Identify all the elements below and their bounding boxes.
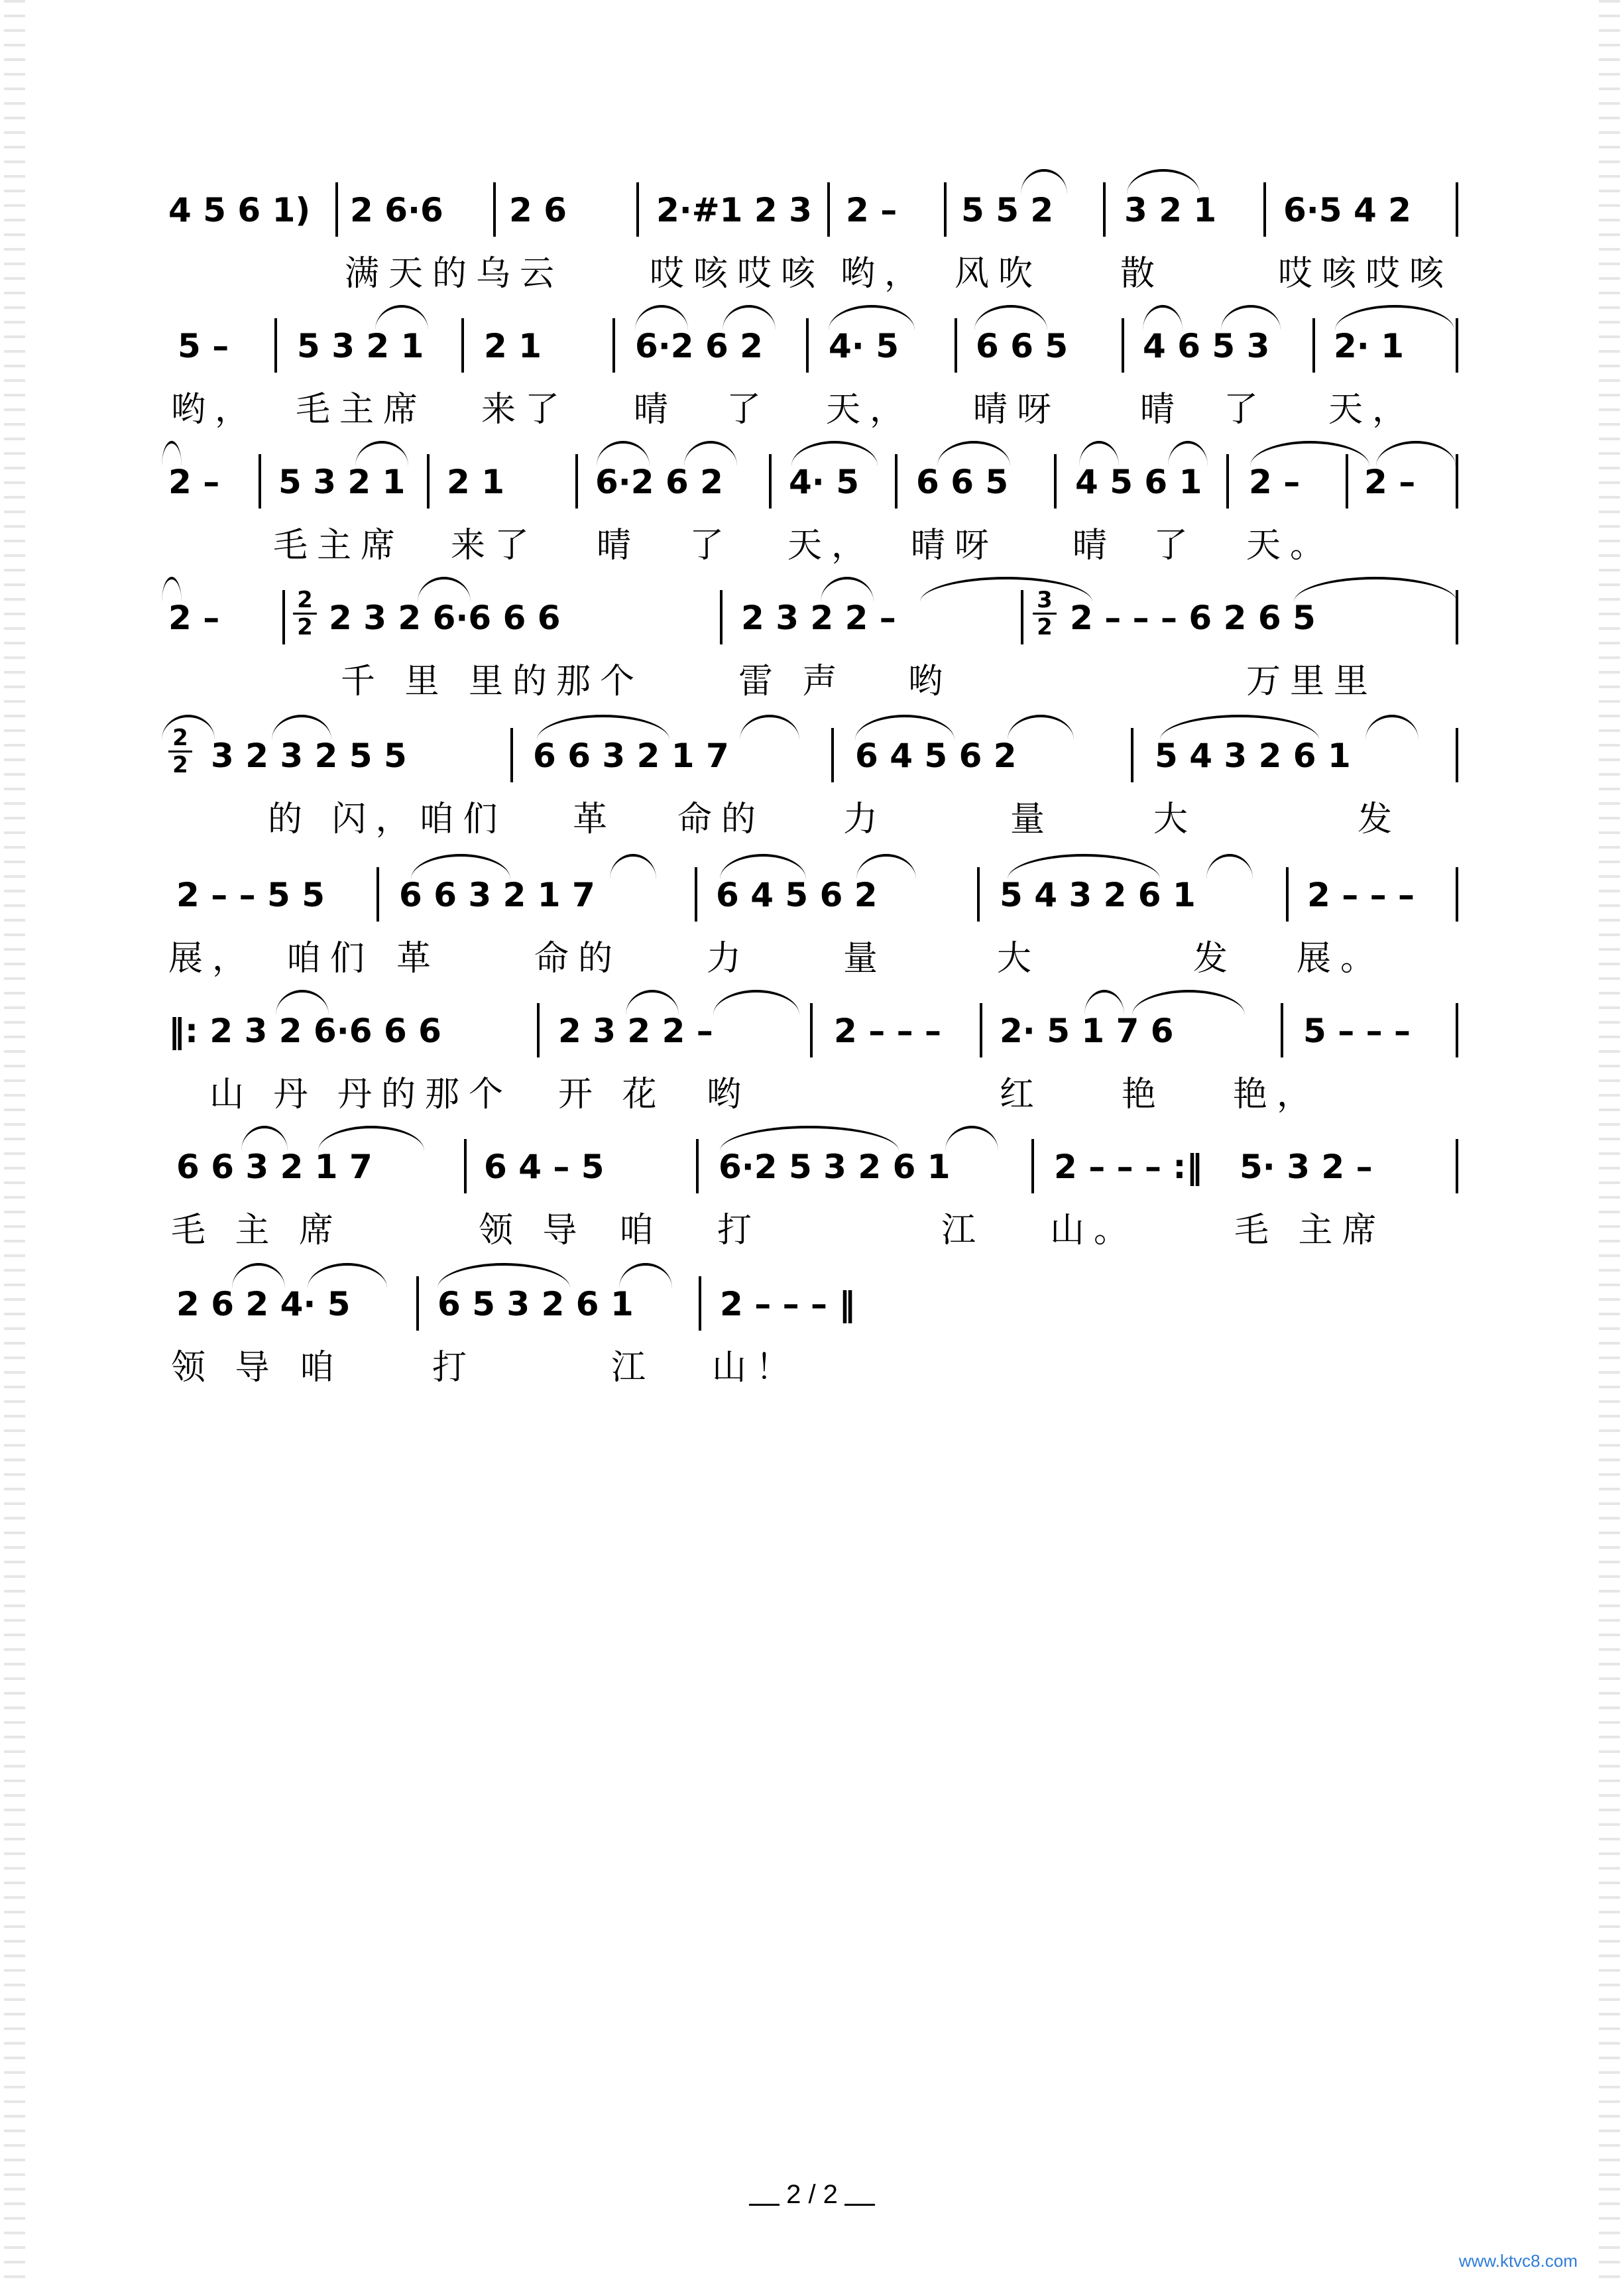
note-group: ‖: 2 3 2 6·6 6 6 bbox=[168, 1012, 441, 1050]
note-group: 3 2 1 bbox=[1124, 191, 1217, 229]
barline bbox=[1054, 454, 1057, 509]
note-group: 5 – – – bbox=[1303, 1012, 1411, 1050]
lyric: 的 闪，咱们 bbox=[268, 800, 507, 839]
system-3 bbox=[0, 441, 1624, 573]
note-group: 2 3 2 2 – bbox=[558, 1012, 713, 1050]
barline bbox=[1456, 1003, 1458, 1057]
time-signature bbox=[167, 727, 194, 776]
lyric-row bbox=[0, 1204, 1624, 1257]
lyric: 山 丹 丹的那个 bbox=[209, 1075, 513, 1114]
barline bbox=[1456, 182, 1458, 237]
barline bbox=[537, 1003, 540, 1057]
page-number-label: 2 / 2 bbox=[786, 2180, 838, 2209]
barline bbox=[575, 454, 578, 509]
lyric: 了 bbox=[726, 390, 771, 430]
note-group: 2 – bbox=[1364, 463, 1416, 501]
system-7 bbox=[0, 990, 1624, 1122]
lyric: 了 bbox=[1153, 526, 1198, 566]
barline bbox=[1312, 318, 1315, 373]
note-group: 5· 3 2 – bbox=[1240, 1148, 1373, 1186]
system-4 bbox=[0, 577, 1624, 709]
barline bbox=[1456, 454, 1458, 509]
note-group: 6 5 3 2 6 1 bbox=[437, 1285, 634, 1323]
page-number-rule bbox=[844, 2204, 875, 2206]
lyric: 满天的乌云 bbox=[345, 254, 564, 294]
barline bbox=[427, 454, 430, 509]
lyric: 咱 bbox=[619, 1211, 664, 1250]
note-group: 4 5 6 1 bbox=[1075, 463, 1202, 501]
note-group: 5 4 3 2 6 1 bbox=[1000, 876, 1196, 914]
lyric: 毛 主席 bbox=[1234, 1211, 1386, 1250]
barline bbox=[282, 590, 285, 644]
lyric: 风吹 bbox=[955, 254, 1043, 294]
slur bbox=[610, 854, 656, 879]
note-group: 2 – – – bbox=[834, 1012, 942, 1050]
lyric: 艳， bbox=[1233, 1075, 1321, 1114]
note-group: 2 3 2 6·6 6 6 bbox=[329, 599, 561, 637]
lyric: 量 bbox=[843, 939, 888, 979]
barline bbox=[977, 867, 980, 922]
barline bbox=[636, 182, 639, 237]
barline bbox=[1346, 454, 1348, 509]
lyric-row bbox=[0, 1341, 1624, 1394]
barline bbox=[1021, 590, 1023, 644]
lyric: 万里里 bbox=[1246, 662, 1378, 701]
lyric: 开 花 bbox=[558, 1075, 666, 1114]
note-group: 2 – – – 6 2 6 5 bbox=[1070, 599, 1316, 637]
barline bbox=[377, 867, 379, 922]
barline bbox=[1456, 590, 1458, 644]
site-watermark: www.ktvc8.com bbox=[1458, 2251, 1578, 2271]
note-group: 6 6 3 2 1 7 bbox=[533, 737, 729, 775]
lyric: 散 bbox=[1120, 254, 1165, 294]
lyric: 展， bbox=[168, 939, 257, 979]
note-group: 2 – – 5 5 bbox=[176, 876, 325, 914]
lyric: 咱 bbox=[300, 1348, 344, 1388]
note-group: 4 6 5 3 bbox=[1143, 327, 1270, 365]
lyric: 来了 bbox=[481, 390, 569, 430]
note-group: 4· 5 bbox=[829, 327, 899, 365]
lyric: 天， bbox=[1328, 390, 1417, 430]
note-row bbox=[0, 441, 1624, 514]
lyric: 毛 主 席 bbox=[171, 1211, 343, 1250]
barline bbox=[510, 728, 513, 782]
note-row bbox=[0, 305, 1624, 378]
note-row bbox=[0, 1263, 1624, 1336]
lyric: 哎咳哎咳 bbox=[1278, 254, 1454, 294]
note-group: 2 – – – :‖ bbox=[1054, 1148, 1203, 1186]
slur bbox=[945, 1126, 998, 1151]
note-group: 2 – – – bbox=[1307, 876, 1415, 914]
note-group: 6 4 5 6 2 bbox=[716, 876, 878, 914]
time-signature-top: 2 bbox=[297, 587, 313, 613]
barline bbox=[1131, 728, 1133, 782]
lyric: 艳 bbox=[1122, 1075, 1166, 1114]
time-signature bbox=[292, 589, 318, 638]
lyric: 哎咳哎咳 bbox=[650, 254, 825, 294]
time-signature-top: 3 bbox=[1037, 587, 1053, 613]
barline bbox=[895, 454, 898, 509]
time-signature-top: 2 bbox=[172, 725, 188, 751]
lyric: 哟 bbox=[908, 662, 953, 701]
note-group: 2· 5 1 7 6 bbox=[1000, 1012, 1174, 1050]
note-group: 2 6·6 bbox=[350, 191, 443, 229]
barline bbox=[1031, 1139, 1034, 1193]
lyric: 打 bbox=[432, 1348, 477, 1388]
slur bbox=[1206, 854, 1253, 879]
note-group: 6 6 5 bbox=[976, 327, 1069, 365]
lyric: 发 bbox=[1193, 939, 1238, 979]
lyric-row bbox=[0, 793, 1624, 846]
lyric: 来了 bbox=[451, 526, 539, 566]
time-signature-bottom: 2 bbox=[297, 614, 313, 640]
lyric: 江 bbox=[941, 1211, 986, 1250]
note-group: 6 6 3 2 1 7 bbox=[176, 1148, 373, 1186]
barline bbox=[1286, 867, 1289, 922]
barline bbox=[806, 318, 809, 373]
lyric: 千 里 里的那个 bbox=[341, 662, 644, 701]
system-1 bbox=[0, 169, 1624, 302]
barline bbox=[464, 1139, 467, 1193]
slur bbox=[713, 990, 799, 1015]
note-group: 5 3 2 1 bbox=[278, 463, 406, 501]
slur bbox=[1365, 715, 1419, 740]
lyric-row bbox=[0, 383, 1624, 436]
note-group: 2 6 bbox=[509, 191, 567, 229]
note-group: 5 – bbox=[178, 327, 229, 365]
lyric: 哟， bbox=[841, 254, 929, 294]
note-group: 6 6 5 bbox=[916, 463, 1009, 501]
lyric: 大 bbox=[997, 939, 1041, 979]
note-row bbox=[0, 577, 1624, 650]
time-signature bbox=[1031, 589, 1058, 638]
lyric-row bbox=[0, 519, 1624, 572]
note-group: 5 3 2 1 bbox=[297, 327, 424, 365]
barline bbox=[1456, 318, 1458, 373]
note-group: 2 1 bbox=[447, 463, 504, 501]
note-group: 4· 5 bbox=[789, 463, 859, 501]
barline bbox=[720, 590, 723, 644]
note-group: 6 6 3 2 1 7 bbox=[399, 876, 595, 914]
slur bbox=[1294, 577, 1457, 602]
barline bbox=[1226, 454, 1229, 509]
barline bbox=[696, 1139, 699, 1193]
lyric: 命的 bbox=[534, 939, 622, 979]
note-group: 2 – bbox=[846, 191, 898, 229]
note-group: 2·#1 2 3 bbox=[656, 191, 812, 229]
lyric: 晴呀 bbox=[973, 390, 1061, 430]
barline bbox=[831, 728, 834, 782]
note-group: 5 5 2 bbox=[961, 191, 1054, 229]
lyric: 红 bbox=[1000, 1075, 1044, 1114]
barline bbox=[274, 318, 277, 373]
lyric: 发 bbox=[1358, 800, 1402, 839]
note-group: 6·2 6 2 bbox=[635, 327, 763, 365]
lyric: 晴 bbox=[597, 526, 641, 566]
barline bbox=[1456, 1139, 1458, 1193]
barline bbox=[699, 1276, 701, 1331]
lyric: 力 bbox=[707, 939, 751, 979]
lyric: 山！ bbox=[712, 1348, 800, 1388]
note-row bbox=[0, 715, 1624, 788]
lyric: 哟， bbox=[171, 390, 259, 430]
lyric: 晴 bbox=[1073, 526, 1117, 566]
lyric: 打 bbox=[717, 1211, 762, 1250]
lyric: 大 bbox=[1153, 800, 1198, 839]
barline bbox=[810, 1003, 813, 1057]
lyric: 展。 bbox=[1297, 939, 1385, 979]
lyric: 哟 bbox=[707, 1075, 751, 1114]
note-group: 2 3 2 2 – bbox=[741, 599, 896, 637]
note-group: 6 4 5 6 2 bbox=[855, 737, 1017, 775]
note-row bbox=[0, 1126, 1624, 1199]
slur bbox=[740, 715, 799, 740]
barline bbox=[980, 1003, 982, 1057]
note-group: 2 – – – ‖ bbox=[720, 1285, 856, 1323]
note-group: 6 4 – 5 bbox=[484, 1148, 605, 1186]
barline bbox=[769, 454, 772, 509]
page-number-rule bbox=[749, 2204, 780, 2206]
note-group: 2 1 bbox=[484, 327, 542, 365]
lyric: 革 bbox=[573, 800, 617, 839]
barline bbox=[1456, 728, 1458, 782]
note-group: 4 5 6 1) bbox=[168, 191, 311, 229]
note-group: 5 4 3 2 6 1 bbox=[1155, 737, 1351, 775]
barline bbox=[955, 318, 957, 373]
time-signature-bottom: 2 bbox=[1037, 614, 1053, 640]
barline bbox=[335, 182, 338, 237]
system-9 bbox=[0, 1263, 1624, 1396]
barline bbox=[416, 1276, 419, 1331]
lyric: 晴 bbox=[1140, 390, 1185, 430]
lyric: 天。 bbox=[1246, 526, 1334, 566]
lyric: 山。 bbox=[1050, 1211, 1138, 1250]
barline bbox=[1281, 1003, 1283, 1057]
barline bbox=[827, 182, 830, 237]
barline bbox=[1122, 318, 1124, 373]
lyric-row bbox=[0, 1068, 1624, 1121]
barline bbox=[1103, 182, 1106, 237]
note-row bbox=[0, 990, 1624, 1063]
barline bbox=[612, 318, 615, 373]
note-group: 2 – bbox=[168, 599, 220, 637]
system-8 bbox=[0, 1126, 1624, 1258]
note-group: 2· 1 bbox=[1334, 327, 1404, 365]
lyric: 江 bbox=[611, 1348, 656, 1388]
lyric: 晴 bbox=[634, 390, 678, 430]
barline bbox=[461, 318, 464, 373]
lyric: 毛主席 bbox=[273, 526, 405, 566]
barline bbox=[259, 454, 261, 509]
note-group: 2 – bbox=[168, 463, 220, 501]
lyric-row bbox=[0, 247, 1624, 300]
system-6 bbox=[0, 854, 1624, 987]
lyric: 量 bbox=[1010, 800, 1055, 839]
lyric: 雷 声 bbox=[738, 662, 846, 701]
note-group: 2 – bbox=[1249, 463, 1301, 501]
lyric: 革 bbox=[396, 939, 441, 979]
lyric: 毛主席 bbox=[296, 390, 428, 430]
lyric-row bbox=[0, 655, 1624, 708]
note-group: 6·2 6 2 bbox=[595, 463, 723, 501]
note-row bbox=[0, 169, 1624, 242]
system-5 bbox=[0, 715, 1624, 847]
lyric: 天， bbox=[787, 526, 876, 566]
note-group: 6·2 5 3 2 6 1 bbox=[719, 1148, 951, 1186]
page-number bbox=[0, 2180, 1624, 2210]
barline bbox=[1456, 867, 1458, 922]
barline bbox=[944, 182, 947, 237]
system-2 bbox=[0, 305, 1624, 438]
barline bbox=[695, 867, 697, 922]
lyric: 领 导 bbox=[479, 1211, 587, 1250]
note-row bbox=[0, 854, 1624, 927]
lyric-row bbox=[0, 932, 1624, 985]
lyric: 了 bbox=[689, 526, 734, 566]
lyric: 咱们 bbox=[286, 939, 375, 979]
note-group: 3 2 3 2 5 5 bbox=[211, 737, 407, 775]
lyric: 领 导 bbox=[171, 1348, 279, 1388]
slur bbox=[1008, 715, 1074, 740]
lyric: 天， bbox=[826, 390, 914, 430]
barline bbox=[1263, 182, 1266, 237]
time-signature-bottom: 2 bbox=[172, 752, 188, 778]
lyric: 晴呀 bbox=[911, 526, 999, 566]
note-group: 6·5 4 2 bbox=[1283, 191, 1411, 229]
barline bbox=[493, 182, 496, 237]
lyric: 命的 bbox=[677, 800, 766, 839]
lyric: 力 bbox=[843, 800, 888, 839]
note-group: 2 6 2 4· 5 bbox=[176, 1285, 351, 1323]
lyric: 了 bbox=[1224, 390, 1268, 430]
slur bbox=[920, 577, 1092, 602]
